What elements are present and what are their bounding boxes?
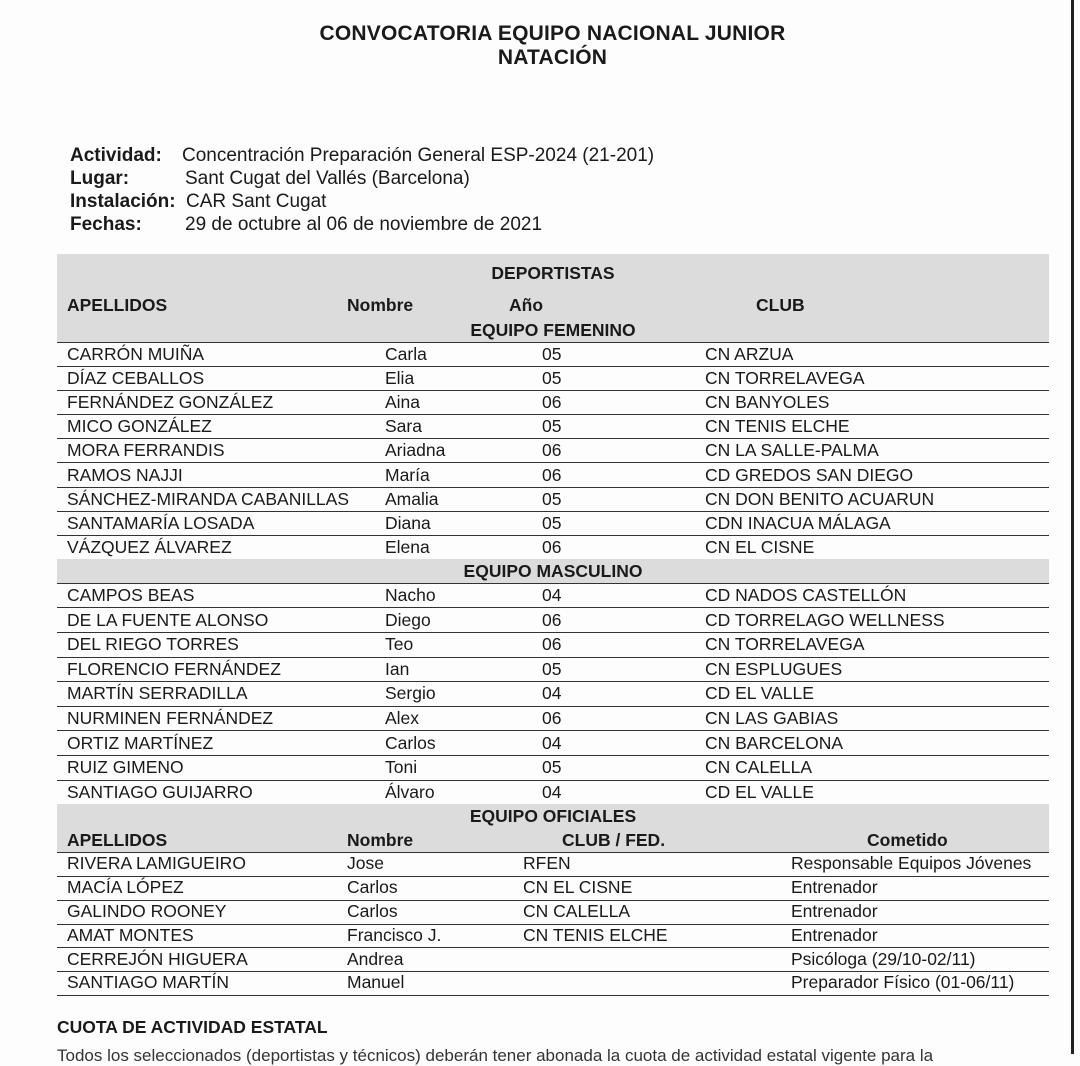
- official-club: CN EL CISNE: [523, 877, 633, 898]
- official-cometido: Entrenador: [791, 877, 878, 898]
- athlete-ano: 06: [542, 634, 562, 655]
- header-club: CLUB: [756, 295, 805, 315]
- officials-header-row: [57, 828, 1049, 853]
- athlete-club: CDN INACUA MÁLAGA: [705, 512, 891, 533]
- athlete-ano: 06: [542, 464, 562, 485]
- header-cometido: Cometido: [867, 830, 948, 851]
- athlete-club: CN TORRELAVEGA: [705, 634, 865, 655]
- athlete-club: CD NADOS CASTELLÓN: [705, 584, 907, 605]
- official-apellidos: CERREJÓN HIGUERA: [67, 948, 248, 969]
- table-row: [57, 731, 1049, 757]
- athlete-nombre: Toni: [385, 757, 418, 778]
- athlete-apellidos: DE LA FUENTE ALONSO: [67, 609, 269, 630]
- header-nombre: Nombre: [347, 295, 414, 315]
- official-club: CN CALELLA: [523, 900, 630, 921]
- athlete-club: CN TENIS ELCHE: [705, 416, 850, 437]
- athlete-nombre: Teo: [385, 634, 414, 655]
- athlete-club: CD EL VALLE: [705, 683, 814, 704]
- table-row: [57, 657, 1049, 683]
- official-nombre: Andrea: [347, 948, 404, 969]
- athlete-ano: 06: [542, 440, 562, 461]
- table-row: [57, 971, 1049, 996]
- athlete-nombre: Ariadna: [385, 440, 446, 461]
- athlete-club: CD EL VALLE: [705, 781, 814, 802]
- athlete-nombre: Diana: [385, 512, 431, 533]
- info-label: Lugar:: [70, 168, 130, 189]
- info-value: Concentración Preparación General ESP-2024 (21-201): [182, 145, 655, 166]
- table-row: [57, 511, 1049, 536]
- info-label: Instalación:: [70, 191, 176, 212]
- official-apellidos: MACÍA LÓPEZ: [67, 877, 184, 898]
- header-apellidos: APELLIDOS: [67, 830, 168, 851]
- athlete-nombre: Elia: [385, 368, 415, 389]
- header-club-fed: CLUB / FED.: [562, 830, 666, 851]
- official-nombre: Carlos: [347, 900, 398, 921]
- official-cometido: Preparador Físico (01-06/11): [791, 972, 1015, 993]
- athlete-club: CN BARCELONA: [705, 732, 844, 753]
- athlete-nombre: Elena: [385, 536, 430, 557]
- athlete-nombre: Ian: [385, 658, 410, 679]
- athlete-nombre: Carla: [385, 344, 427, 364]
- athlete-apellidos: NURMINEN FERNÁNDEZ: [67, 707, 274, 728]
- athlete-club: CN LA SALLE-PALMA: [705, 440, 879, 461]
- athlete-nombre: Aina: [385, 392, 421, 413]
- athlete-ano: 04: [542, 781, 562, 802]
- athlete-ano: 05: [542, 344, 562, 364]
- info-label: Fechas:: [70, 214, 142, 235]
- table-row: [57, 535, 1049, 560]
- athlete-apellidos: SANTIAGO GUIJARRO: [67, 781, 253, 802]
- official-nombre: Carlos: [347, 877, 398, 898]
- official-nombre: Manuel: [347, 972, 405, 993]
- athlete-club: CD TORRELAGO WELLNESS: [705, 609, 945, 630]
- table-row: [57, 706, 1049, 732]
- table-row: [57, 755, 1049, 781]
- document-subtitle: NATACIÓN: [497, 46, 608, 69]
- athlete-apellidos: FERNÁNDEZ GONZÁLEZ: [67, 392, 274, 413]
- athlete-apellidos: SANTAMARÍA LOSADA: [67, 512, 255, 533]
- athlete-apellidos: ORTIZ MARTÍNEZ: [67, 732, 214, 753]
- section-oficiales-label: EQUIPO OFICIALES: [469, 806, 637, 827]
- athlete-ano: 05: [542, 512, 562, 533]
- athlete-apellidos: FLORENCIO FERNÁNDEZ: [67, 658, 281, 679]
- athlete-ano: 04: [542, 584, 562, 605]
- athlete-nombre: Nacho: [385, 584, 436, 605]
- athletes-header-row: [57, 292, 1049, 320]
- athlete-nombre: Álvaro: [385, 781, 435, 802]
- athlete-apellidos: CAMPOS BEAS: [67, 584, 195, 605]
- athlete-apellidos: DÍAZ CEBALLOS: [67, 368, 205, 389]
- athlete-club: CN DON BENITO ACUARUN: [705, 488, 935, 509]
- athlete-club: CN ESPLUGUES: [705, 658, 843, 679]
- official-cometido: Entrenador: [791, 924, 878, 945]
- athlete-ano: 06: [542, 392, 562, 413]
- athlete-club: CN EL CISNE: [705, 536, 815, 557]
- athlete-apellidos: RAMOS NAJJI: [67, 464, 183, 485]
- athlete-nombre: Diego: [385, 609, 431, 630]
- athlete-apellidos: MICO GONZÁLEZ: [67, 416, 212, 437]
- athlete-nombre: Carlos: [385, 732, 436, 753]
- athlete-apellidos: RUIZ GIMENO: [67, 757, 184, 778]
- quota-text: Todos los seleccionados (deportistas y técnicos) deberán tener abonada la cuota de actividad estatal vigente para la: [57, 1046, 934, 1065]
- athlete-nombre: Amalia: [385, 488, 439, 509]
- header-apellidos: APELLIDOS: [67, 295, 168, 315]
- page-edge-line: [1071, 0, 1074, 1054]
- athlete-apellidos: MORA FERRANDIS: [67, 440, 225, 461]
- athlete-club: CN CALELLA: [705, 757, 812, 778]
- official-apellidos: RIVERA LAMIGUEIRO: [67, 853, 246, 874]
- info-value: 29 de octubre al 06 de noviembre de 2021: [185, 214, 543, 235]
- official-apellidos: SANTIAGO MARTÍN: [67, 972, 230, 993]
- official-apellidos: GALINDO ROONEY: [67, 900, 227, 921]
- document-title: CONVOCATORIA EQUIPO NACIONAL JUNIOR: [319, 22, 786, 45]
- athlete-apellidos: VÁZQUEZ ÁLVAREZ: [67, 536, 232, 557]
- table-row: [57, 632, 1049, 658]
- section-deportistas: [57, 254, 1049, 293]
- official-apellidos: AMAT MONTES: [67, 924, 194, 945]
- athlete-apellidos: MARTÍN SERRADILLA: [67, 683, 248, 704]
- table-row: [57, 463, 1049, 488]
- table-row: [57, 852, 1049, 877]
- athlete-ano: 06: [542, 536, 562, 557]
- official-club: CN TENIS ELCHE: [523, 924, 668, 945]
- table-row: [57, 780, 1049, 806]
- table-row: [57, 390, 1049, 415]
- table-row: [57, 924, 1049, 949]
- athlete-club: CN LAS GABIAS: [705, 707, 839, 728]
- table-row: [57, 900, 1049, 925]
- table-row: [57, 948, 1049, 973]
- info-value: Sant Cugat del Vallés (Barcelona): [185, 168, 470, 189]
- athlete-club: CN ARZUA: [705, 344, 794, 364]
- section-femenino: [57, 319, 1049, 343]
- table-row: [57, 681, 1049, 707]
- table-row: [57, 487, 1049, 512]
- official-nombre: Francisco J.: [347, 924, 442, 945]
- table-row: [57, 414, 1049, 439]
- athlete-ano: 04: [542, 732, 562, 753]
- official-club: RFEN: [523, 853, 571, 874]
- table-row: [57, 438, 1049, 463]
- official-cometido: Entrenador: [791, 900, 878, 921]
- athlete-nombre: Sara: [385, 416, 422, 437]
- quota-title: CUOTA DE ACTIVIDAD ESTATAL: [57, 1017, 328, 1037]
- athlete-club: CN TORRELAVEGA: [705, 368, 865, 389]
- section-femenino-label: EQUIPO FEMENINO: [470, 320, 636, 340]
- athlete-nombre: Sergio: [385, 683, 436, 704]
- info-value: CAR Sant Cugat: [186, 191, 327, 212]
- official-nombre: Jose: [347, 853, 384, 874]
- table-row: [57, 366, 1049, 391]
- athlete-club: CD GREDOS SAN DIEGO: [705, 464, 914, 485]
- athlete-ano: 04: [542, 683, 562, 704]
- table-row: [57, 583, 1049, 609]
- athlete-apellidos: SÁNCHEZ-MIRANDA CABANILLAS: [67, 488, 350, 509]
- athlete-ano: 06: [542, 609, 562, 630]
- athlete-ano: 05: [542, 416, 562, 437]
- athlete-ano: 05: [542, 368, 562, 389]
- athlete-ano: 06: [542, 707, 562, 728]
- table-row: [57, 876, 1049, 901]
- official-cometido: Psicóloga (29/10-02/11): [791, 948, 976, 969]
- section-masculino-label: EQUIPO MASCULINO: [463, 560, 643, 581]
- header-ano: Año: [509, 295, 544, 315]
- athlete-apellidos: DEL RIEGO TORRES: [67, 634, 239, 655]
- athlete-ano: 05: [542, 658, 562, 679]
- info-label: Actividad:: [70, 145, 162, 166]
- table-row: [57, 608, 1049, 634]
- athlete-nombre: Alex: [385, 707, 420, 728]
- official-cometido: Responsable Equipos Jóvenes: [791, 853, 1032, 874]
- header-nombre: Nombre: [347, 830, 414, 851]
- athlete-apellidos: CARRÓN MUIÑA: [67, 344, 205, 364]
- table-row: [57, 342, 1049, 367]
- section-oficiales: [57, 804, 1049, 829]
- section-masculino: [57, 559, 1049, 584]
- section-deportistas-label: DEPORTISTAS: [491, 263, 615, 283]
- athlete-nombre: María: [385, 464, 430, 485]
- athlete-club: CN BANYOLES: [705, 392, 830, 413]
- athlete-ano: 05: [542, 757, 562, 778]
- athlete-ano: 05: [542, 488, 562, 509]
